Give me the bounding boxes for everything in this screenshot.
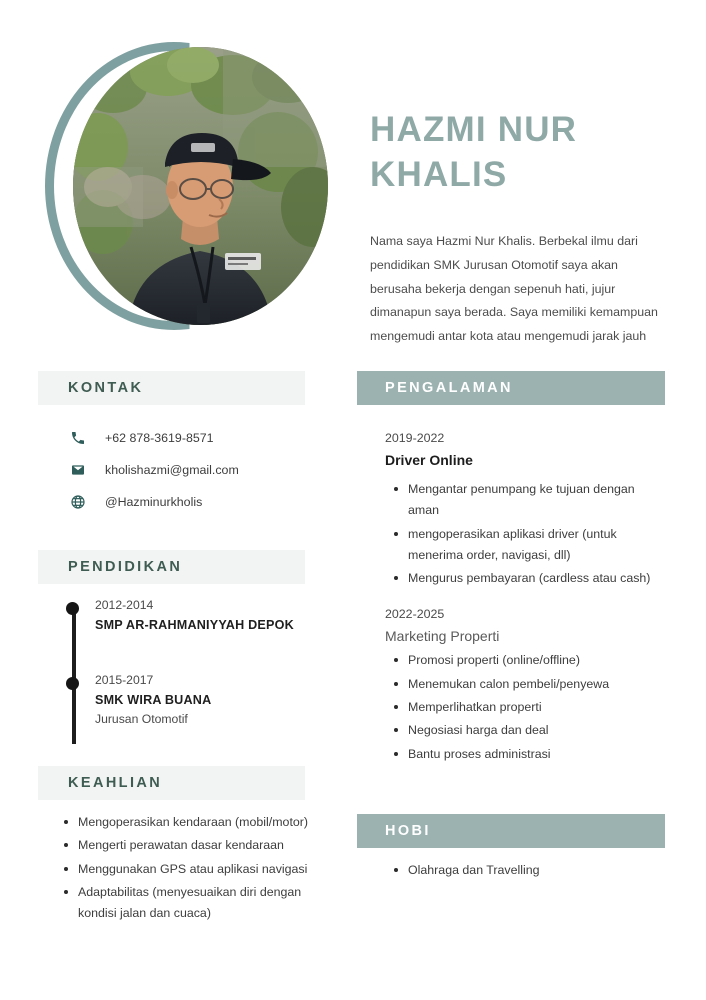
- education-item: [68, 671, 328, 730]
- pendidikan-title: PENDIDIKAN: [68, 559, 183, 575]
- experience-item: [385, 428, 655, 590]
- section-header-pendidikan: [38, 550, 305, 584]
- education-school: SMK WIRA BUANA: [95, 692, 212, 707]
- education-school: SMP AR-RAHMANIYYAH DEPOK: [95, 617, 294, 632]
- page-title: [370, 108, 670, 198]
- profile-photo-area: [45, 42, 330, 330]
- education-list: [68, 596, 328, 752]
- education-year: 2015-2017: [95, 673, 154, 688]
- section-header-pengalaman: [357, 371, 665, 405]
- list-item: Mengoperasikan kendaraan (mobil/motor): [62, 812, 312, 833]
- contact-row-email[interactable]: [68, 454, 318, 486]
- kontak-title: KONTAK: [68, 380, 144, 396]
- timeline-dot-icon: [66, 602, 79, 615]
- experience-role: Marketing Properti: [385, 627, 500, 644]
- avatar: [73, 47, 328, 325]
- timeline-dot-icon: [66, 677, 79, 690]
- pengalaman-title: PENGALAMAN: [385, 380, 513, 396]
- hobi-title: HOBI: [385, 823, 431, 839]
- list-item: Mengerti perawatan dasar kendaraan: [62, 835, 312, 856]
- portrait-photo-icon: [73, 47, 328, 325]
- list-item: Memperlihatkan properti: [392, 697, 655, 718]
- name-line-2: KHALIS: [370, 154, 508, 194]
- education-year: 2012-2014: [95, 598, 154, 612]
- phone-value: +62 878-3619-8571: [105, 431, 214, 445]
- list-item: Mengantar penumpang ke tujuan dengan aman: [392, 479, 655, 522]
- list-item: Negosiasi harga dan deal: [392, 720, 655, 741]
- section-header-kontak: [38, 371, 305, 405]
- contact-row-phone[interactable]: [68, 422, 318, 454]
- list-item: Menggunakan GPS atau aplikasi navigasi: [62, 859, 312, 880]
- list-item: Olahraga dan Travelling: [392, 860, 652, 881]
- email-icon: [68, 460, 88, 480]
- experience-year: 2022-2025: [385, 606, 445, 621]
- skills-list: [62, 812, 312, 927]
- list-item: Promosi properti (online/offline): [392, 650, 655, 671]
- list-item: Adaptabilitas (menyesuaikan diri dengan kondisi jalan dan cuaca): [62, 882, 312, 925]
- experience-item: [385, 604, 655, 766]
- profile-summary: Nama saya Hazmi Nur Khalis. Berbekal ilmu dari pendidikan SMK Jurusan Otomotif saya akan berusaha bekerja dengan sepenuh hati, jujur dimanapun saya berada. Saya memiliki kemampuan mengemudi antar kota atau mengemudi jarak jauh: [370, 234, 658, 344]
- social-value: @Hazminurkholis: [105, 495, 203, 509]
- hobby-list: [392, 860, 652, 883]
- list-item: Menemukan calon pembeli/penyewa: [392, 674, 655, 695]
- email-value: kholishazmi@gmail.com: [105, 463, 239, 477]
- list-item: Mengurus pembayaran (cardless atau cash): [392, 568, 655, 589]
- experience-list: [385, 428, 655, 779]
- education-item: [68, 596, 328, 635]
- section-header-hobi: [357, 814, 665, 848]
- list-item: Bantu proses administrasi: [392, 744, 655, 765]
- contact-list: [68, 422, 318, 518]
- name-line-1: HAZMI NUR: [370, 110, 578, 149]
- list-item: mengoperasikan aplikasi driver (untuk menerima order, navigasi, dll): [392, 524, 655, 567]
- experience-role: Driver Online: [385, 452, 473, 469]
- keahlian-title: KEAHLIAN: [68, 775, 163, 791]
- globe-icon: [68, 492, 88, 512]
- phone-icon: [68, 428, 88, 448]
- education-note: Jurusan Otomotif: [95, 712, 188, 727]
- experience-year: 2019-2022: [385, 431, 445, 445]
- section-header-keahlian: [38, 766, 305, 800]
- contact-row-social[interactable]: [68, 486, 318, 518]
